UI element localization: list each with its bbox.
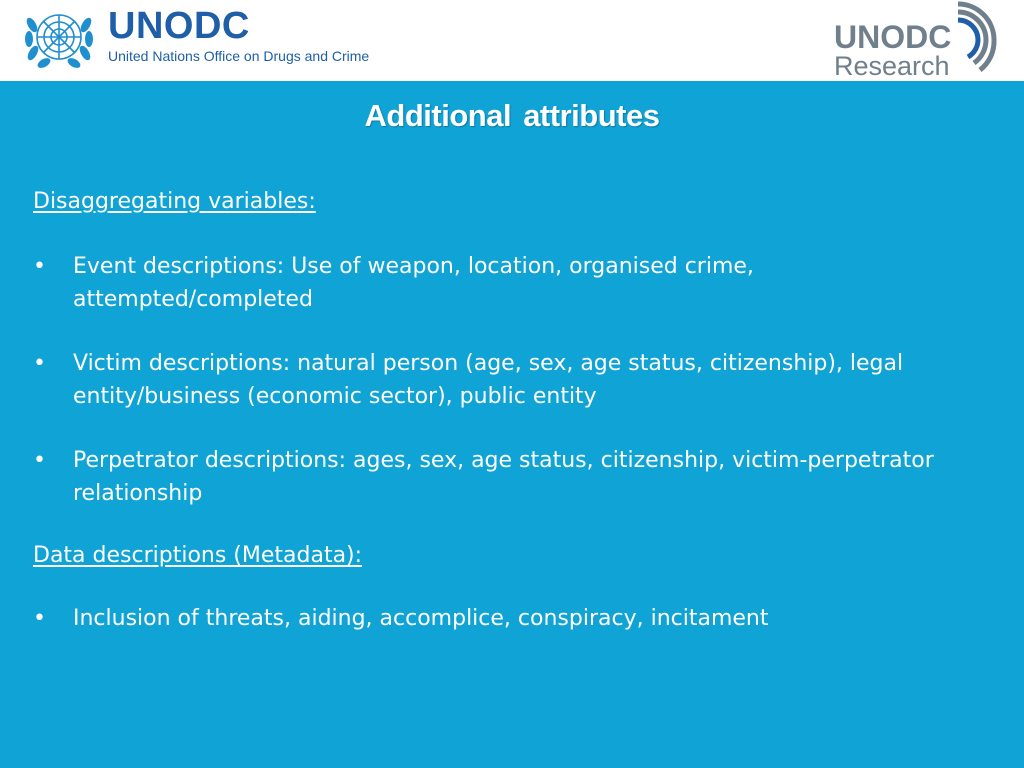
bullet-text: Event descriptions: Use of weapon, location, organised crime, attempted/completed bbox=[73, 254, 754, 312]
brand-subtitle: United Nations Office on Drugs and Crime bbox=[108, 48, 370, 64]
research-arcs-icon bbox=[944, 0, 1004, 81]
bullet-item-perpetrator bbox=[33, 444, 953, 510]
research-logo-bottom: Research bbox=[834, 51, 950, 81]
slide-content bbox=[0, 81, 1024, 768]
slide-title: Additional attributes bbox=[364, 98, 660, 133]
unodc-logo bbox=[22, 5, 402, 71]
bullet-icon: • bbox=[33, 448, 46, 473]
bullet-text: Inclusion of threats, aiding, accomplice, conspiracy, incitament bbox=[73, 606, 769, 631]
bullet-icon: • bbox=[33, 254, 46, 279]
brand-name: UNODC bbox=[108, 5, 250, 47]
bullet-item-victim bbox=[33, 347, 953, 413]
un-emblem-icon bbox=[22, 5, 96, 71]
bullet-item-inclusion bbox=[33, 602, 953, 635]
section-heading-disaggregating: Disaggregating variables: bbox=[33, 189, 316, 214]
section-heading-metadata: Data descriptions (Metadata): bbox=[33, 543, 363, 568]
bullet-icon: • bbox=[33, 351, 46, 376]
bullet-text: Victim descriptions: natural person (age, sex, age status, citizenship), legal entity/business (economic sector), public entity bbox=[73, 351, 904, 409]
research-logo-top: UNODC bbox=[834, 19, 952, 55]
bullet-item-event bbox=[33, 250, 953, 316]
unodc-research-logo bbox=[834, 0, 1004, 81]
bullet-text: Perpetrator descriptions: ages, sex, age status, citizenship, victim-perpetrator relationship bbox=[73, 448, 934, 506]
bullet-icon: • bbox=[33, 606, 46, 631]
header-bar bbox=[0, 0, 1024, 81]
